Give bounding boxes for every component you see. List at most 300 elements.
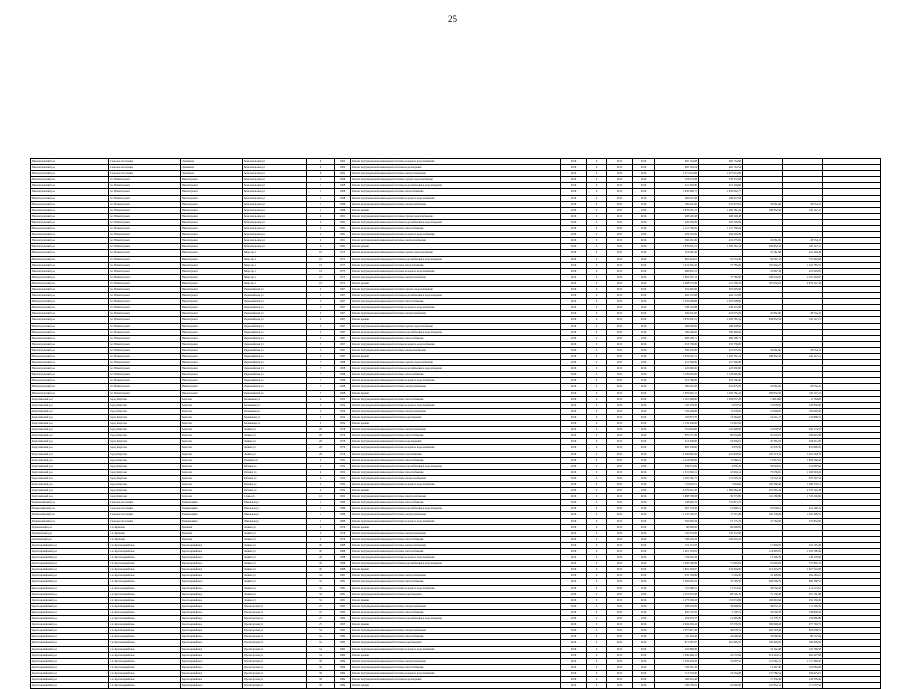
table-cell: 1968: [335, 207, 351, 213]
table-cell: 2016: [633, 286, 655, 292]
table-cell: город Карталы: [109, 463, 181, 469]
table-cell: г.п. Нязепетровск: [109, 372, 181, 378]
table-cell: 58: [307, 683, 335, 689]
table-cell: 2015: [607, 585, 633, 591]
table-cell: 313 244,51: [743, 652, 783, 658]
table-cell: 2016: [633, 549, 655, 555]
table-cell: 2016: [561, 664, 587, 670]
table-cell: 2016: [561, 488, 587, 494]
table-cell: 4: [307, 463, 335, 469]
table-cell: Пролетарская ул: [243, 640, 307, 646]
table-cell: Пролетарская ул: [243, 670, 307, 676]
table-cell: 2016: [561, 286, 587, 292]
table-cell: Ремонт крыши: [351, 317, 561, 323]
table-cell: 1 329 470,45: [655, 658, 699, 664]
table-cell: 2016: [633, 670, 655, 676]
table-cell: Комсомольская ул: [243, 189, 307, 195]
table-cell: 2: [307, 396, 335, 402]
table-cell: Сельское поселение: [109, 512, 181, 518]
table-cell: 2015: [607, 171, 633, 177]
table-cell: Ленина ул: [243, 524, 307, 530]
table-cell: Ремонт внутридомовой инженерной системы электроснабжения: [351, 171, 561, 177]
table-cell: 43 448,96: [699, 634, 743, 640]
table-cell: 2015: [607, 299, 633, 305]
table-cell: Красноармейское: [181, 555, 243, 561]
table-cell: 19: [307, 262, 335, 268]
table-cell: 2015: [607, 183, 633, 189]
table-cell: 0: [587, 488, 607, 494]
table-cell: 1 261 718,81: [655, 549, 699, 555]
table-cell: 1 251 976,48: [655, 591, 699, 597]
table-cell: Ремонт внутридомовой инженерной системы водоснабжения и водоотведения: [351, 293, 561, 299]
table-cell: 254 766,00: [655, 378, 699, 384]
table-cell: 2015: [607, 494, 633, 500]
table-cell: 415 349,80: [699, 183, 743, 189]
table-cell: 0: [587, 475, 607, 481]
table-cell: 306 658,00: [655, 323, 699, 329]
table-cell: Ремонт внутридомовой инженерной системы холодного водоснабжения: [351, 159, 561, 165]
table-cell: Комсомольская ул: [243, 219, 307, 225]
table-cell: с.п. Красноармейское: [109, 591, 181, 597]
table-cell: Красноармейский р-н: [31, 628, 109, 634]
table-cell: 1988: [335, 542, 351, 548]
table-cell: с.п. Красноармейское: [109, 664, 181, 670]
table-cell: 1982: [335, 646, 351, 652]
table-cell: Красноармейское: [181, 622, 243, 628]
table-cell: Пушкина ул: [243, 457, 307, 463]
table-cell: 2015: [607, 165, 633, 171]
table-cell: с.п. Красноармейское: [109, 567, 181, 573]
table-cell: Школьная ул: [243, 512, 307, 518]
table-cell: Сельское поселение: [109, 159, 181, 165]
table-cell: 1976: [335, 536, 351, 542]
table-cell: Нязепетровск: [181, 360, 243, 366]
table-cell: Первомайская ул: [243, 347, 307, 353]
table-cell: 2016: [561, 183, 587, 189]
table-cell: 2015: [607, 232, 633, 238]
table-cell: 2016: [633, 159, 655, 165]
table-cell: Мира пр-т: [243, 262, 307, 268]
table-cell: 0: [587, 664, 607, 670]
table-cell: 415 348,00: [655, 360, 699, 366]
table-cell: 2016: [633, 469, 655, 475]
table-cell: 2015: [607, 433, 633, 439]
table-cell: город Карталы: [109, 445, 181, 451]
table-cell: 0: [587, 238, 607, 244]
table-cell: 4б: [307, 555, 335, 561]
table-cell: 2015: [607, 341, 633, 347]
table-cell: г.п. Нязепетровск: [109, 262, 181, 268]
table-cell: 2016: [561, 232, 587, 238]
table-cell: 1967: [335, 299, 351, 305]
table-cell: 7: [307, 378, 335, 384]
table-cell: 0: [587, 171, 607, 177]
table-cell: 100 580,46: [743, 481, 783, 487]
table-cell: 2016: [561, 652, 587, 658]
table-cell: 111 196,79: [783, 603, 823, 609]
table-cell: 2016: [633, 402, 655, 408]
table-cell: 485 154,98: [655, 159, 699, 165]
table-cell: 1968: [335, 366, 351, 372]
table-cell: 465 744,54: [699, 165, 743, 171]
table-cell: 0: [587, 445, 607, 451]
table-cell: Ремонт внутридомовой инженерной системы водоснабжения и водоотведения: [351, 561, 561, 567]
table-cell: с.п. Красноармейское: [109, 573, 181, 579]
table-cell: 12 906,21: [699, 506, 743, 512]
table-cell: 2016: [561, 494, 587, 500]
table-cell: 1968: [335, 372, 351, 378]
table-cell: 2016: [561, 500, 587, 506]
table-cell: 2015: [607, 530, 633, 536]
table-cell: Еманжелинка: [181, 512, 243, 518]
table-cell: 147 449,28: [655, 634, 699, 640]
table-cell: 1984: [335, 683, 351, 689]
table-cell: 0: [587, 414, 607, 420]
table-cell: Нязепетровский р-н: [31, 384, 109, 390]
table-cell: Кунашакский р-н: [31, 524, 109, 530]
table-cell: Карталы: [181, 414, 243, 420]
table-cell: Красноармейское: [181, 664, 243, 670]
table-cell: 1963: [335, 622, 351, 628]
table-cell: Карталы: [181, 427, 243, 433]
table-cell: 2015: [607, 207, 633, 213]
table-cell: 2016: [633, 268, 655, 274]
table-cell: Ремонт внутридомовой инженерной системы холодного водоснабжения: [351, 670, 561, 676]
table-cell: 425 690,00: [655, 366, 699, 372]
table-cell: Калмыкова ул: [243, 396, 307, 402]
table-cell: 1968: [335, 189, 351, 195]
table-cell: Пролетарская ул: [243, 603, 307, 609]
table-cell: 0: [587, 378, 607, 384]
table-cell: 2015: [607, 360, 633, 366]
table-cell: 0: [587, 341, 607, 347]
table-cell: 2015: [607, 159, 633, 165]
table-cell: Ремонт внутридомовой инженерной системы теплоснабжения: [351, 579, 561, 585]
table-cell: 101 834,12: [743, 683, 783, 689]
table-cell: [823, 683, 881, 689]
table-cell: 2: [307, 408, 335, 414]
table-cell: 1 055 008,86: [699, 299, 743, 305]
table-cell: г.п. Нязепетровск: [109, 183, 181, 189]
table-cell: Пролетарская ул: [243, 646, 307, 652]
table-cell: 2015: [607, 451, 633, 457]
table-cell: город Карталы: [109, 469, 181, 475]
table-cell: 1982: [335, 652, 351, 658]
table-cell: 0: [587, 201, 607, 207]
table-cell: 0: [587, 573, 607, 579]
table-cell: Ребенка ул: [243, 475, 307, 481]
table-cell: 148 900,12: [655, 500, 699, 506]
table-cell: Ремонт внутридомовой инженерной системы водоснабжения и водоотведения: [351, 329, 561, 335]
table-cell: 2015: [607, 219, 633, 225]
table-cell: 2016: [561, 475, 587, 481]
table-cell: г.п. Нязепетровск: [109, 226, 181, 232]
table-cell: г.п. Нязепетровск: [109, 274, 181, 280]
table-cell: Еманжелинский р-н: [31, 512, 109, 518]
table-cell: 1 472 265,42: [655, 262, 699, 268]
table-cell: 1 450 781,24: [699, 390, 743, 396]
table-cell: 52 428,89: [743, 573, 783, 579]
table-cell: с.п. Кунашак: [109, 524, 181, 530]
table-cell: 626 135,05: [655, 609, 699, 615]
table-cell: 120 147,21: [783, 244, 823, 250]
table-cell: 412 590,22: [783, 506, 823, 512]
table-cell: Карталы: [181, 469, 243, 475]
table-cell: 425 690,00: [699, 366, 743, 372]
table-cell: 2015: [607, 506, 633, 512]
table-cell: 168 216,65: [743, 274, 783, 280]
table-cell: 1954: [335, 408, 351, 414]
table-cell: Ленина ул: [243, 591, 307, 597]
table-cell: 2016: [561, 329, 587, 335]
table-cell: 408 248,48: [655, 213, 699, 219]
table-cell: Нязепетровск: [181, 378, 243, 384]
table-cell: Кунашак: [181, 536, 243, 542]
table-cell: Нязепетровский р-н: [31, 250, 109, 256]
table-cell: 278 272,08: [655, 177, 699, 183]
table-cell: Красноармейское: [181, 591, 243, 597]
table-cell: 713 516,00: [655, 670, 699, 676]
table-cell: Красноармейское: [181, 585, 243, 591]
table-cell: 4б: [307, 549, 335, 555]
table-cell: Ремонт внутридомовой инженерной системы электроснабжения: [351, 384, 561, 390]
table-cell: г.п. Нязепетровск: [109, 360, 181, 366]
table-cell: Первомайская ул: [243, 366, 307, 372]
table-cell: Ремонт внутридомовой инженерной системы теплоснабжения: [351, 396, 561, 402]
table-cell: 423 499,48: [783, 250, 823, 256]
table-cell: 4: [307, 457, 335, 463]
table-cell: 1: [307, 506, 335, 512]
table-cell: 0: [587, 280, 607, 286]
table-cell: 2016: [561, 433, 587, 439]
table-cell: 2015: [607, 500, 633, 506]
table-cell: 1: [307, 189, 335, 195]
table-cell: Красноармейский р-н: [31, 549, 109, 555]
table-cell: 431 075,05: [699, 347, 743, 353]
table-cell: 1968: [335, 378, 351, 384]
table-cell: г.п. Нязепетровск: [109, 329, 181, 335]
table-cell: 0: [587, 640, 607, 646]
table-cell: 2016: [561, 195, 587, 201]
table-cell: Ремонт крыши: [351, 567, 561, 573]
table-cell: 0: [587, 366, 607, 372]
table-cell: Нязепетровск: [181, 189, 243, 195]
table-cell: 1 496 370,72: [783, 481, 823, 487]
table-cell: Красноармейское: [181, 640, 243, 646]
table-cell: 1976: [335, 524, 351, 530]
table-cell: 59 643,61: [743, 463, 783, 469]
table-cell: с.п. Красноармейское: [109, 683, 181, 689]
table-cell: 90 690,00: [655, 524, 699, 530]
table-cell: 2016: [561, 506, 587, 512]
table-cell: 201 965,55: [699, 640, 743, 646]
table-cell: 0: [587, 250, 607, 256]
table-cell: 2015: [607, 573, 633, 579]
table-cell: 2016: [633, 347, 655, 353]
table-cell: Нязепетровск: [181, 226, 243, 232]
repair-program-table-wrapper: [30, 158, 880, 688]
table-cell: 116 180,80: [743, 494, 783, 500]
table-cell: 2015: [607, 177, 633, 183]
table-cell: 2016: [633, 518, 655, 524]
table-cell: 105 992,00: [783, 408, 823, 414]
table-cell: 2016: [561, 469, 587, 475]
table-cell: с.п. Красноармейское: [109, 561, 181, 567]
table-cell: 3: [307, 293, 335, 299]
table-cell: Нязепетровский р-н: [31, 201, 109, 207]
table-cell: 0: [587, 609, 607, 615]
table-cell: Карталинский р-н: [31, 451, 109, 457]
table-cell: Мира пр-т: [243, 268, 307, 274]
table-cell: 1 025 498,51: [783, 512, 823, 518]
table-cell: 1963: [335, 609, 351, 615]
table-cell: Ремонт внутридомовой инженерной системы холодного водоснабжения: [351, 195, 561, 201]
table-cell: 3: [307, 311, 335, 317]
table-cell: 2016: [633, 171, 655, 177]
table-cell: город Карталы: [109, 414, 181, 420]
table-cell: 1984: [335, 670, 351, 676]
table-cell: Комсомольская ул: [243, 232, 307, 238]
table-cell: 7: [307, 372, 335, 378]
table-cell: 1981: [335, 591, 351, 597]
table-cell: 0: [587, 219, 607, 225]
table-cell: Нязепетровск: [181, 183, 243, 189]
table-cell: 2016: [633, 378, 655, 384]
table-cell: 52 581,98: [743, 250, 783, 256]
table-cell: 2015: [607, 293, 633, 299]
table-cell: 1968: [335, 177, 351, 183]
table-cell: Ленина ул: [243, 530, 307, 536]
table-cell: 2016: [633, 414, 655, 420]
page-number: 25: [448, 14, 457, 24]
table-cell: 17 606,05: [743, 542, 783, 548]
table-cell: 1 369 961,61: [655, 579, 699, 585]
table-cell: 3: [307, 286, 335, 292]
table-cell: с.п. Красноармейское: [109, 579, 181, 585]
table-cell: Нязепетровск: [181, 329, 243, 335]
table-cell: 2016: [633, 323, 655, 329]
table-cell: 4 079 621,20: [655, 488, 699, 494]
table-cell: Ремонт внутридомовой инженерной системы электроснабжения: [351, 628, 561, 634]
table-cell: 2016: [633, 280, 655, 286]
table-cell: Нязепетровск: [181, 256, 243, 262]
table-cell: 160 016,46: [655, 676, 699, 682]
table-cell: Ленина ул: [243, 542, 307, 548]
table-cell: Ленина ул: [243, 567, 307, 573]
table-cell: Красноармейское: [181, 573, 243, 579]
table-cell: 0: [587, 213, 607, 219]
table-cell: 1: [307, 177, 335, 183]
table-cell: Карталы: [181, 408, 243, 414]
table-cell: 2 728,74: [699, 609, 743, 615]
table-cell: Карталинский р-н: [31, 402, 109, 408]
table-cell: 2016: [561, 159, 587, 165]
table-cell: 45 861,60: [743, 238, 783, 244]
table-cell: Первомайская ул: [243, 317, 307, 323]
table-cell: 0: [587, 585, 607, 591]
table-cell: Ремонт внутридомовой инженерной системы водоснабжения и водоотведения: [351, 506, 561, 512]
table-cell: 36 031,27: [743, 603, 783, 609]
table-cell: Нязепетровский р-н: [31, 238, 109, 244]
table-cell: 314 697,84: [783, 463, 823, 469]
table-cell: 2: [307, 421, 335, 427]
table-cell: 463 427,68: [783, 652, 823, 658]
table-cell: Ремонт внутридомовой инженерной системы электроснабжения: [351, 530, 561, 536]
table-cell: 1982: [335, 640, 351, 646]
table-cell: Комсомольская ул: [243, 171, 307, 177]
table-cell: г.п. Нязепетровск: [109, 207, 181, 213]
table-cell: 966 206,71: [655, 335, 699, 341]
table-cell: 1968: [335, 201, 351, 207]
table-cell: 1: [307, 207, 335, 213]
table-cell: 204 243,69: [699, 232, 743, 238]
table-cell: 1961: [335, 226, 351, 232]
table-cell: 2016: [561, 524, 587, 530]
table-cell: 0: [587, 500, 607, 506]
table-cell: 1 275 006,93: [655, 597, 699, 603]
table-cell: 1967: [335, 341, 351, 347]
table-cell: 1 102 796,49: [783, 549, 823, 555]
table-cell: 476 081,46: [655, 250, 699, 256]
table-cell: 1: [307, 183, 335, 189]
table-cell: 1975: [335, 262, 351, 268]
table-cell: 264 183,46: [743, 628, 783, 634]
table-cell: 2016: [633, 195, 655, 201]
table-cell: 1982: [335, 634, 351, 640]
table-cell: Ремонт внутридомовой инженерной системы холодного водоснабжения: [351, 646, 561, 652]
table-cell: 0: [587, 293, 607, 299]
table-cell: 238 125,88: [655, 305, 699, 311]
table-cell: Нязепетровск: [181, 384, 243, 390]
table-cell: 1 135 195,55: [655, 512, 699, 518]
table-cell: 54: [307, 640, 335, 646]
table-cell: 2015: [607, 366, 633, 372]
table-cell: 331 603,00: [655, 427, 699, 433]
table-cell: Ремонт внутридомовой инженерной системы теплоснабжения: [351, 469, 561, 475]
table-cell: 34: [307, 591, 335, 597]
table-cell: 2016: [633, 658, 655, 664]
table-cell: 2015: [607, 250, 633, 256]
table-cell: Сельское поселение: [109, 500, 181, 506]
table-cell: 2016: [561, 280, 587, 286]
table-cell: 2015: [607, 561, 633, 567]
table-cell: 22 640,00: [699, 683, 743, 689]
table-cell: 1968: [335, 390, 351, 396]
table-cell: Ремонт внутридомовой инженерной системы теплоснабжения: [351, 372, 561, 378]
table-cell: 145 478,50: [655, 402, 699, 408]
table-cell: Ремонт внутридомовой инженерной системы водоснабжения и водоотведения: [351, 616, 561, 622]
table-cell: 2016: [561, 542, 587, 548]
table-cell: 0: [587, 402, 607, 408]
table-cell: 2016: [633, 512, 655, 518]
table-cell: 2 166 962,26: [655, 451, 699, 457]
table-cell: 429 326,09: [655, 219, 699, 225]
table-cell: 0: [587, 439, 607, 445]
table-cell: Нязепетровский р-н: [31, 347, 109, 353]
table-cell: Первомайская ул: [243, 335, 307, 341]
table-cell: 4б: [307, 567, 335, 573]
table-cell: Красноармейский р-н: [31, 664, 109, 670]
table-cell: 0: [587, 317, 607, 323]
table-cell: 2015: [607, 646, 633, 652]
table-cell: 1988: [335, 555, 351, 561]
table-cell: Нязепетровск: [181, 341, 243, 347]
table-cell: Пролетарская ул: [243, 683, 307, 689]
table-cell: 2015: [607, 323, 633, 329]
table-cell: 5: [307, 335, 335, 341]
table-cell: Ленина ул: [243, 536, 307, 542]
table-cell: 2016: [561, 305, 587, 311]
